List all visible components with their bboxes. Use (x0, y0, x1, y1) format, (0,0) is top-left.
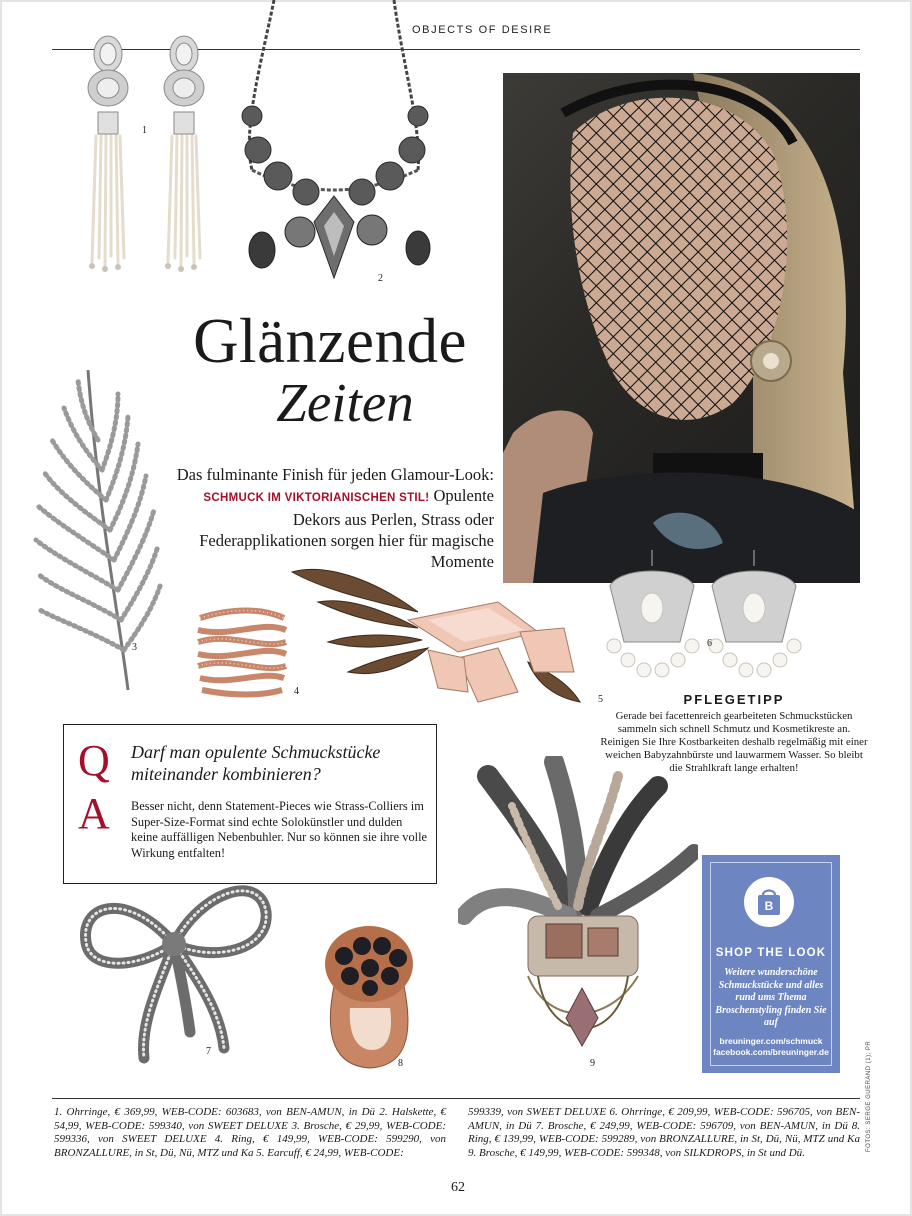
item-number-9: 9 (590, 1058, 595, 1069)
shop-the-look-box (702, 855, 840, 1073)
pearl-tassel-earrings-image (74, 30, 224, 275)
bottom-rule (52, 1098, 860, 1099)
feather-crystal-brooch-image (458, 756, 698, 1072)
shop-title: SHOP THE LOOK (715, 947, 827, 959)
shop-link-facebook[interactable]: facebook.com/breuninger.de (713, 1047, 829, 1057)
rose-gold-ring-image (192, 604, 292, 699)
item-number-1: 1 (142, 125, 147, 136)
cocktail-ring-image (314, 916, 418, 1072)
headline-line-1: Glänzende (193, 306, 467, 376)
shop-link-schmuck[interactable]: breuninger.com/schmuck (719, 1036, 823, 1046)
qa-a-letter: A (78, 789, 110, 838)
bow-brooch-image (70, 872, 276, 1064)
page-number: 62 (451, 1180, 465, 1195)
pearl-chandelier-earrings-image (600, 546, 810, 696)
item-number-5: 5 (598, 694, 603, 705)
captions-right: 599339, von SWEET DELUXE 6. Ohrringe, € 209,99, WEB-CODE: 596705, von BEN-AMUN, in Dü 7. Brosche, € 249,99, WEB-CODE: 596709, von BEN-AMUN, in Dü 8. Ring, € 139,99, WEB-CODE: 599289, von BRONZALLURE, in St, Dü, Nü, MTZ und Ka 9. Brosche, € 149,99, WEB-CODE: 599348, von SILKDROPS, in St und Dü. (468, 1106, 860, 1159)
intro-text (170, 464, 494, 572)
section-label: OBJECTS OF DESIRE (412, 24, 553, 36)
intro-highlight: SCHMUCK IM VIKTORIANISCHEN STIL! (203, 492, 430, 504)
shop-text: Weitere wunderschöne Schmuckstücke und alles rund ums Thema Broschenstyling finden Sie auf (715, 967, 827, 1028)
photo-credit: FOTOS: SERGE GUERAND (1); PR (866, 1040, 872, 1152)
intro-lead: Das fulminante Finish für jeden Glamour-Look: (176, 465, 494, 484)
care-tip-text: Gerade bei facettenreich gearbeiteten Schmuckstücken sammeln sich schnell Schmutz und Kosmetikreste an. Reinigen Sie Ihre Kostbarkeiten deshalb regelmäßig mit einer weichen Babyzahnbürste und lauwarmem Wasser. So bleibt die Strahlkraft lange erhalten! (600, 710, 868, 774)
item-number-6: 6 (707, 638, 712, 649)
feather-brooch-image (28, 360, 168, 695)
item-number-7: 7 (206, 1046, 211, 1057)
model-photo (503, 73, 860, 583)
qa-question: Darf man opulente Schmuckstücke miteinander kombinieren? (131, 742, 381, 784)
crystal-necklace-image (222, 0, 462, 290)
shopping-bag-icon (744, 877, 794, 927)
qa-answer: Besser nicht, denn Statement-Pieces wie Strass-Colliers im Super-Size-Format sind echte Solokünstler und dulden keine auffälligen Nebenbuhler. Nur so können sie ihre volle Wirkung entfalten! (131, 799, 428, 860)
headline-line-2: Zeiten (276, 372, 414, 433)
care-tip-title: PFLEGETIPP (683, 692, 785, 707)
shop-icon-letter: B (764, 899, 774, 913)
crystal-earcuff-image (288, 562, 598, 712)
item-number-4: 4 (294, 686, 299, 697)
shop-the-look-inner (710, 862, 832, 1066)
intro-body: Opulente Dekors aus Perlen, Strass oder Federapplikationen sorgen hier für magische Momente (199, 486, 494, 571)
qa-q-letter: Q (78, 736, 110, 785)
shop-links (711, 1036, 831, 1058)
captions-left: 1. Ohrringe, € 369,99, WEB-CODE: 603683, von BEN-AMUN, in Dü 2. Halskette, € 54,99, WEB-CODE: 599340, von SWEET DELUXE 3. Brosche, € 29,99, WEB-CODE: 599336, von SWEET DELUXE 4. Ring, € 149,99, WEB-CODE: 599290, von BRONZALLURE, in St, Dü, Nü, MTZ und Ka 5. Earcuff, € 24,99, WEB-CODE: (54, 1106, 446, 1159)
headline (150, 308, 510, 432)
qa-box (63, 724, 437, 884)
item-number-3: 3 (132, 642, 137, 653)
item-number-2: 2 (378, 273, 383, 284)
item-number-8: 8 (398, 1058, 403, 1069)
